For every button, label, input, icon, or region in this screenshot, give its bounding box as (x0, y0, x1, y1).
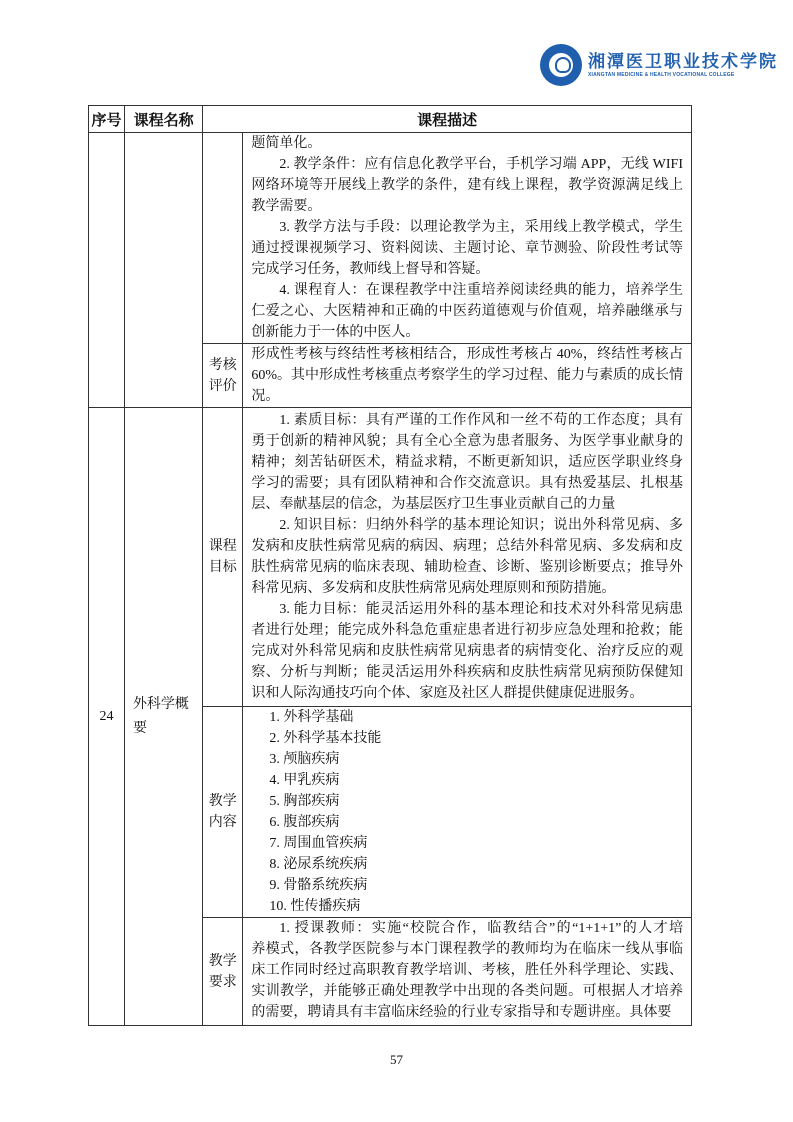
text-line: 学习的需要；具有团队精神和合作交流意识。具有热爱基层、扎根基 (251, 476, 683, 491)
row23-evaluation (243, 344, 692, 408)
eval-label: 考核 评价 (203, 344, 243, 408)
content-item: 9. 骨骼系统疾病 (269, 878, 368, 893)
content-item: 2. 外科学基本技能 (269, 731, 382, 746)
text-line: 精神；刻苦钻研医术，精益求精，不断更新知识，适应医学职业终身 (251, 455, 683, 470)
page-number: 57 (390, 1052, 403, 1067)
text-line: 3. 能力目标：能灵活运用外科的基本理论和技术对外科常见病患 (279, 602, 683, 617)
header-no: 序号 (89, 106, 125, 133)
text-line: 4. 课程育人：在课程教学中注重培养阅读经典的能力，培养学生 (279, 283, 683, 298)
content-item: 10. 性传播疾病 (269, 899, 361, 914)
text-line: 肤性病常见病的临床表现、辅助检查、诊断、鉴别诊断要点；推导外 (251, 560, 683, 575)
row-number: 24 (89, 408, 125, 1026)
text-line: 的需要，聘请具有丰富临床经验的行业专家指导和专题讲座。具体要 (251, 1005, 672, 1020)
college-seal-icon (540, 44, 582, 86)
college-logo (540, 44, 778, 86)
header-description: 课程描述 (203, 106, 692, 133)
course-goals (243, 408, 692, 707)
text-line: 60%。其中形成性考核重点考察学生的学习过程、能力与素质的成长情 (251, 368, 683, 383)
content-item: 5. 胸部疾病 (269, 794, 340, 809)
course-table (88, 105, 692, 1026)
text-line: 况。 (251, 389, 280, 404)
text-line: 形成性考核与终结性考核相结合，形成性考核占 40%，终结性考核占 (251, 347, 683, 362)
req-label: 教学 要求 (203, 918, 243, 1026)
content-item: 1. 外科学基础 (269, 710, 354, 725)
text-line: 教学需要。 (251, 199, 322, 214)
content-item: 7. 周围血管疾病 (269, 836, 368, 851)
header-course-name: 课程名称 (124, 106, 202, 133)
text-line: 1. 素质目标：具有严谨的工作作风和一丝不苟的工作态度；具有 (279, 413, 683, 428)
text-line: 层、奉献基层的信念，为基层医疗卫生事业贡献自己的力量 (251, 497, 616, 512)
teaching-contents (243, 707, 692, 918)
text-line: 察、分析与判断；能灵活运用外科疾病和皮肤性病常见病预防保健知 (251, 665, 683, 680)
text-line: 发病和皮肤性病常见病的病因、病理；总结外科常见病、多发病和皮 (251, 539, 683, 554)
text-line: 识和人际沟通技巧向个体、家庭及社区人群提供健康促进服务。 (251, 686, 644, 701)
logo-chinese-name: 湘潭医卫职业技术学院 (588, 52, 778, 71)
text-line: 者进行处理；能完成外科急危重症患者进行初步应急处理和抢救；能 (251, 623, 683, 638)
text-line: 完成对外科常见病和皮肤性病常见病患者的病情变化、治疗反应的观 (251, 644, 683, 659)
table-row (89, 133, 692, 344)
content-item: 3. 颅脑疾病 (269, 752, 340, 767)
table-row (89, 408, 692, 707)
text-line: 网络环境等开展线上教学的条件，建有线上课程，教学资源满足线上 (251, 178, 683, 193)
goal-label: 课程 目标 (203, 408, 243, 707)
text-line: 仁爱之心、大医精神和正确的中医药道德观与价值观，培养融继承与 (251, 304, 683, 319)
text-line: 完成学习任务，教师线上督导和答疑。 (251, 262, 490, 277)
course-name: 外科学概要 (124, 408, 202, 1026)
content-label: 教学 内容 (203, 707, 243, 918)
text-line: 科常见病、多发病和皮肤性病常见病处理原则和预防措施。 (251, 581, 616, 596)
content-item: 8. 泌尿系统疾病 (269, 857, 368, 872)
content-item: 4. 甲乳疾病 (269, 773, 340, 788)
text-line: 勇于创新的精神风貌；具有全心全意为患者服务、为医学事业献身的 (251, 434, 683, 449)
row23-teaching-cont (243, 133, 692, 344)
text-line: 床工作同时经过高职教育教学培训、考核，胜任外科学理论、实践、 (251, 963, 683, 978)
teaching-requirements (243, 918, 692, 1026)
text-line: 2. 教学条件：应有信息化教学平台，手机学习端 APP，无线 WIFI (279, 157, 683, 172)
text-line: 通过授课视频学习、资料阅读、主题讨论、章节测验、阶段性考试等 (251, 241, 683, 256)
content-item: 6. 腹部疾病 (269, 815, 340, 830)
text-line: 题简单化。 (251, 136, 322, 151)
text-line: 养模式，各教学医院参与本门课程教学的教师均为在临床一线从事临 (251, 942, 683, 957)
text-line: 实训教学，并能够正确处理教学中出现的各类问题。可根据人才培养 (251, 984, 683, 999)
text-line: 2. 知识目标：归纳外科学的基本理论知识；说出外科常见病、多 (279, 518, 683, 533)
text-line: 创新能力于一体的中医人。 (251, 325, 420, 340)
text-line: 3. 教学方法与手段：以理论教学为主，采用线上教学模式，学生 (279, 220, 683, 235)
text-line: 1. 授课教师：实施“校院合作，临教结合”的“1+1+1”的人才培 (279, 921, 683, 936)
logo-english-name: XIANGTAN MEDICINE & HEALTH VOCATIONAL COLLEGE (588, 72, 735, 78)
table-header-row (89, 106, 692, 133)
